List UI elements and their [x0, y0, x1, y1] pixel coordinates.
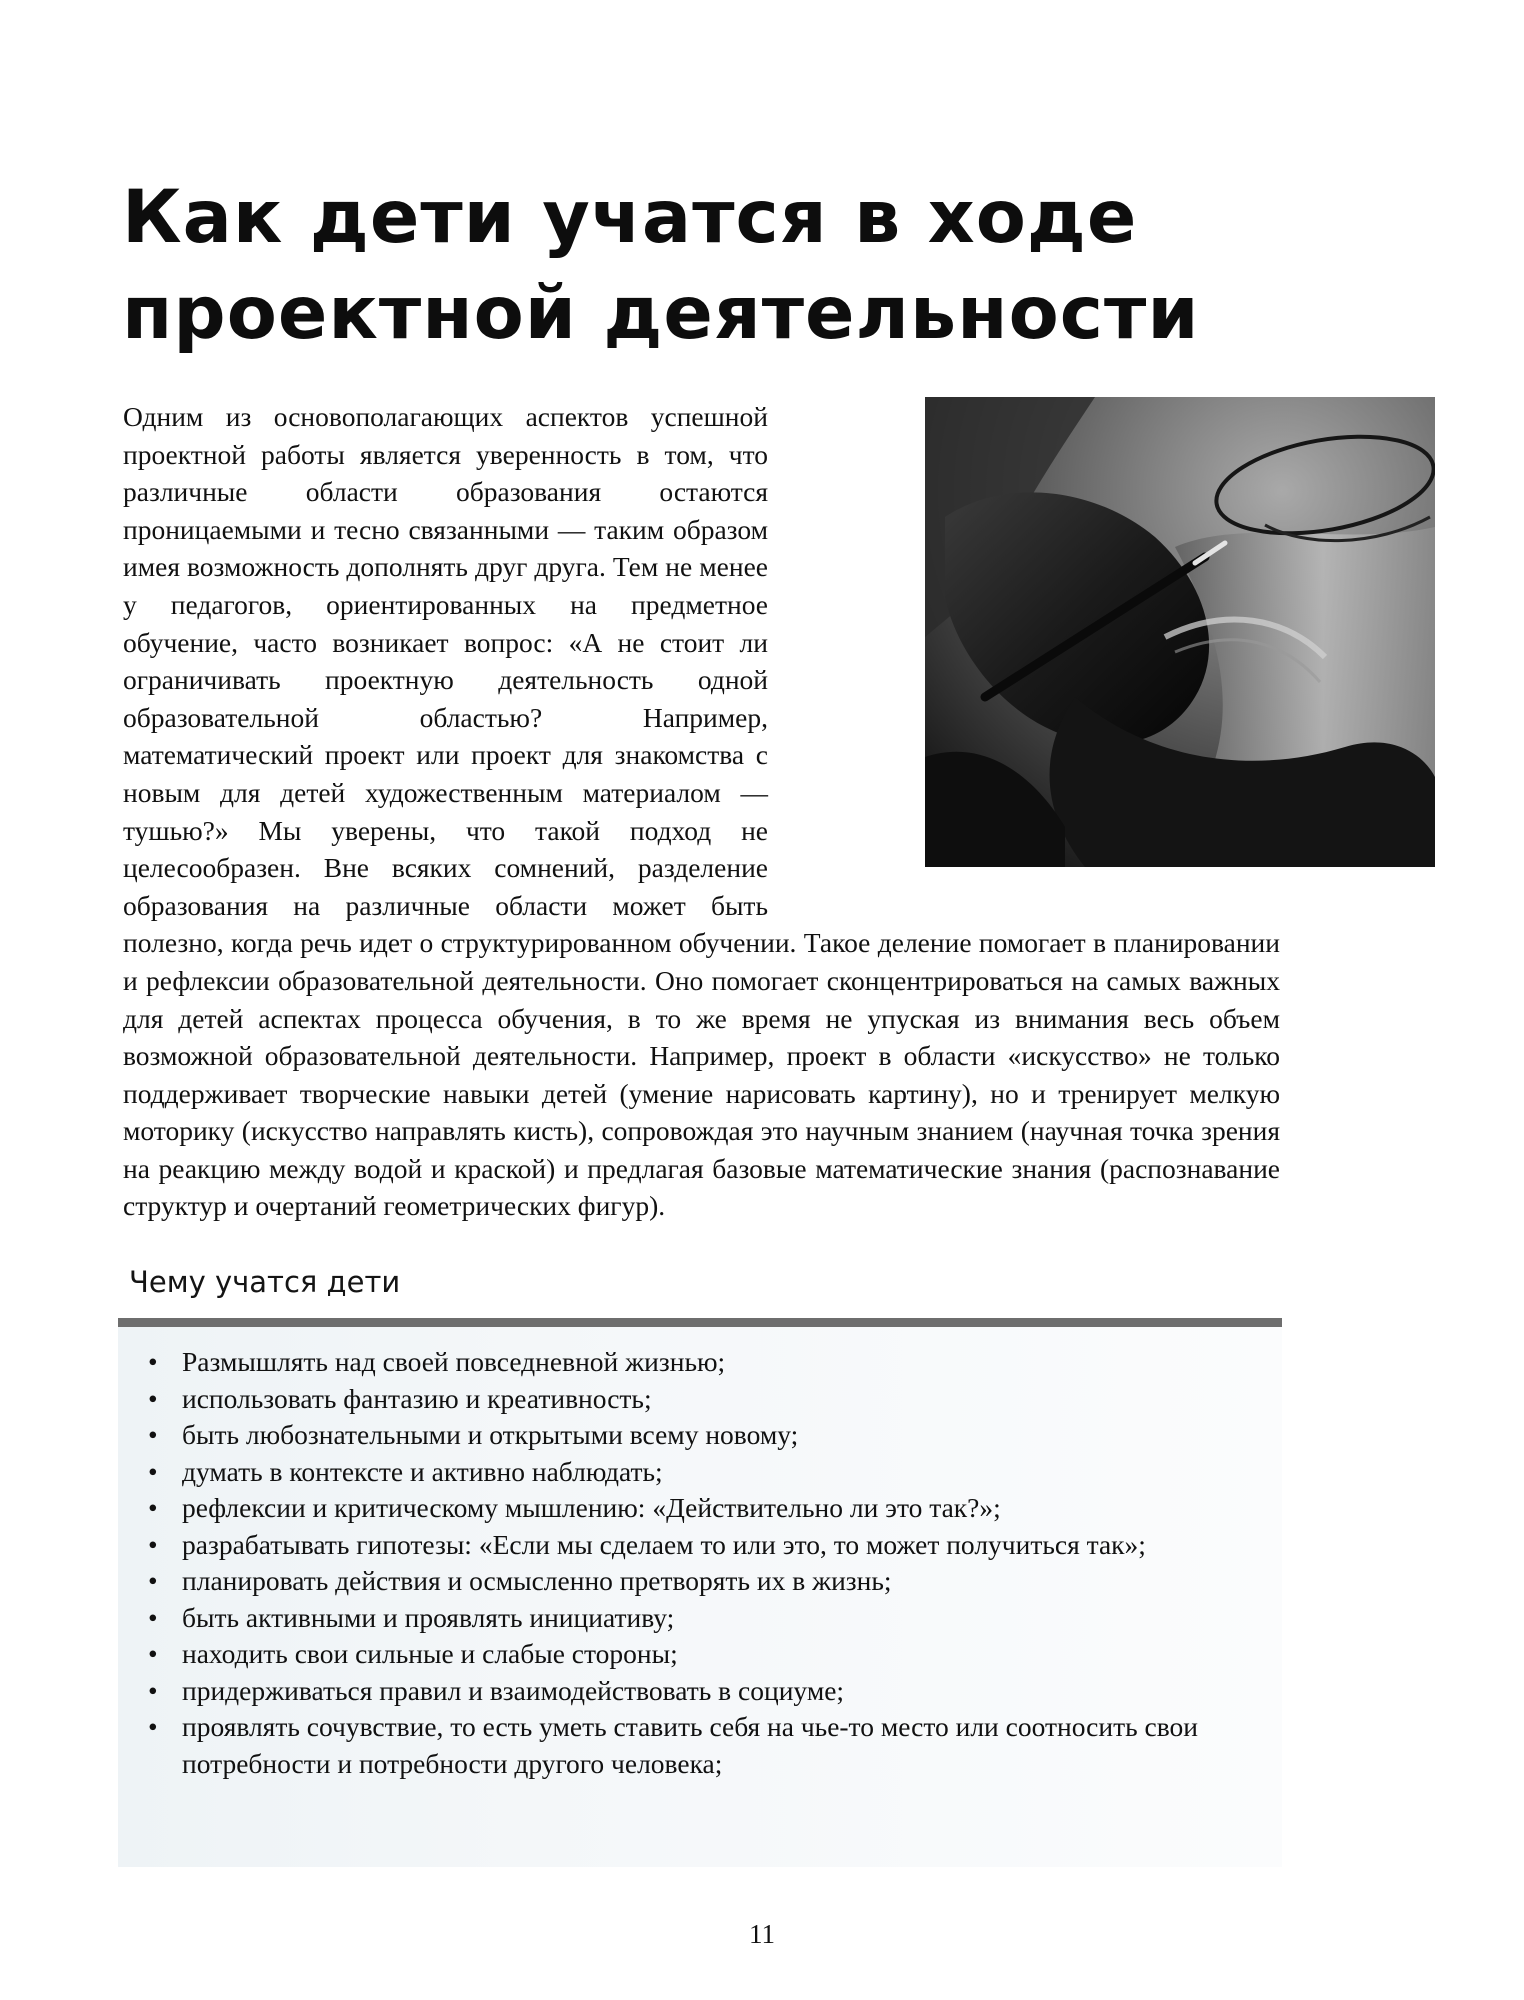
ink-brush-photo-illustration — [925, 397, 1435, 867]
bullet-icon: • — [148, 1528, 158, 1560]
bullet-icon: • — [148, 1674, 158, 1706]
list-item — [148, 1600, 1248, 1637]
chapter-title — [122, 170, 1272, 362]
bullet-icon: • — [148, 1565, 158, 1596]
bullet-icon: • — [148, 1382, 158, 1414]
list-item-text: Размышлять над своей повседневной жизнью; — [182, 1346, 726, 1377]
list-item — [148, 1673, 1248, 1710]
list-item — [148, 1381, 1248, 1418]
list-item-text: думать в контексте и активно наблюдать; — [182, 1455, 663, 1487]
list-item-text: придерживаться правил и взаимодействовать в социуме; — [182, 1674, 845, 1706]
bullet-icon: • — [148, 1346, 158, 1377]
list-item-text: быть любознательными и открытыми всему новому; — [182, 1419, 799, 1450]
section-divider — [118, 1318, 1282, 1327]
bullet-icon: • — [148, 1601, 158, 1633]
bullet-icon: • — [148, 1492, 158, 1523]
section-heading: Чему учатся дети — [129, 1265, 401, 1299]
list-item — [148, 1527, 1248, 1564]
list-item — [148, 1490, 1248, 1527]
list-item — [148, 1454, 1248, 1491]
bullet-icon: • — [148, 1419, 158, 1450]
chapter-title-line-2: проектной деятельности — [122, 271, 1200, 356]
list-item — [148, 1344, 1248, 1381]
bullet-icon: • — [148, 1711, 158, 1742]
bullet-icon: • — [148, 1638, 158, 1669]
bullet-icon: • — [148, 1455, 158, 1487]
list-item-text: разрабатывать гипотезы: «Если мы сделаем то или это, то может получиться так»; — [182, 1528, 1146, 1560]
list-item-text: находить свои сильные и слабые стороны; — [182, 1638, 678, 1669]
page-number: 11 — [749, 1919, 775, 1949]
list-item — [148, 1417, 1248, 1454]
list-item — [148, 1636, 1248, 1673]
list-item-text: проявлять сочувствие, то есть уметь ставить себя на чье-то место или соотносить свои потребности и потребности другого человека; — [182, 1711, 1198, 1779]
list-item — [148, 1563, 1248, 1600]
chapter-title-line-1: Как дети учатся в ходе — [122, 175, 1138, 260]
list-item-text: использовать фантазию и креативность; — [182, 1382, 652, 1414]
list-item-text: планировать действия и осмысленно претворять их в жизнь; — [182, 1565, 892, 1596]
intro-paragraph-text: Одним из основополагающих аспектов успешной проектной работы является уверенность в том, что различные области образования остаются проницаемыми и тесно связанными — таким образом имея возможность дополнять друг друга. Тем не менее у педагогов, ориентированных на предметное обучение, часто возникает вопрос: «А не стоит ли ограничивать проектную деятельность одной образовательной областью? Например, математический проект или проект для знакомства с новым для детей художественным материалом — тушью?» Мы уверены, что такой подход не целесообразен. Вне всяких сомнений, разделение образования на различные области может быть полезно, когда речь идет о структурированном обучении. Такое деление помогает в планировании и рефлексии образовательной деятельности. Оно помогает сконцентрироваться на самых важных для детей аспектах процесса обучения, в то же время не упуская из внимания весь объем возможной образовательной деятельности. Например, проект в области «искусство» не только поддерживает творческие навыки детей (умение нарисовать картину), но и тренирует мелкую моторику (искусство направлять кисть), сопровождая это научным знанием (научная точка зрения на реакцию между водой и краской) и предлагая базовые математические знания (распознавание структур и очертаний геометрических фигур). — [123, 401, 1280, 1222]
list-item-text: быть активными и проявлять инициативу; — [182, 1601, 675, 1633]
list-item-text: рефлексии и критическому мышлению: «Действительно ли это так?»; — [182, 1492, 1001, 1523]
ink-brush-photo — [925, 397, 1435, 867]
learning-list — [148, 1344, 1248, 1782]
list-item — [148, 1709, 1248, 1782]
